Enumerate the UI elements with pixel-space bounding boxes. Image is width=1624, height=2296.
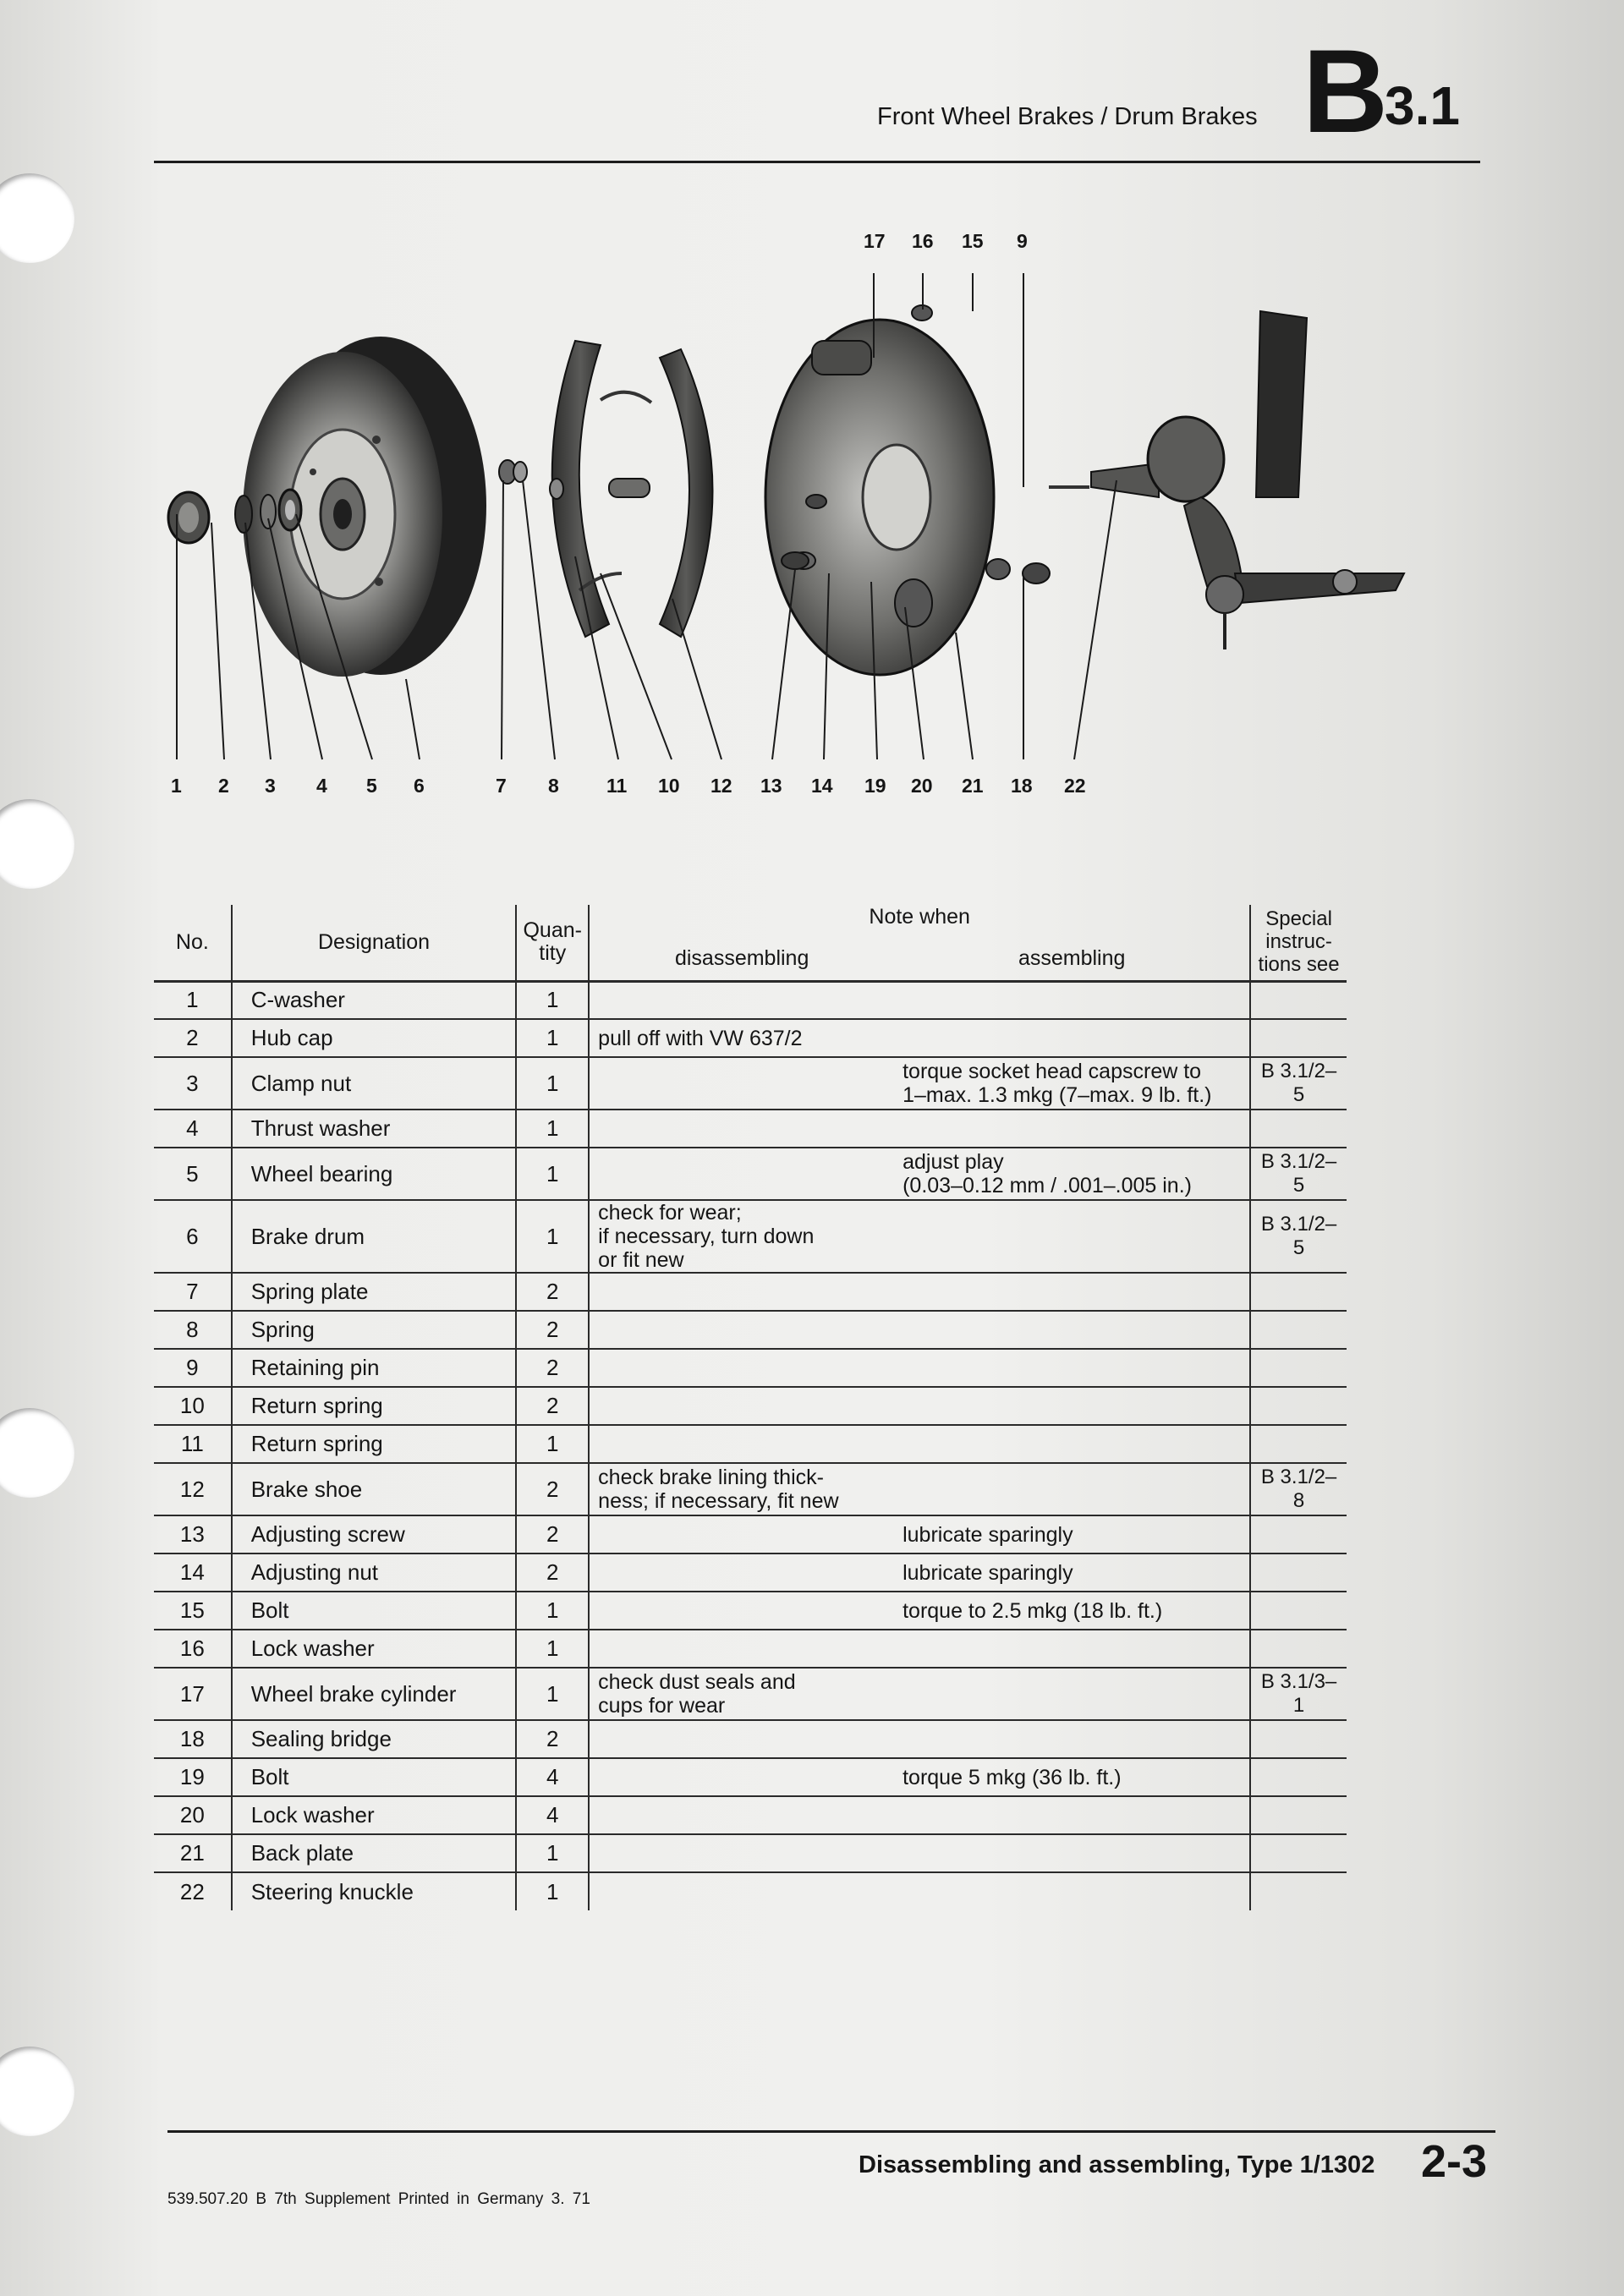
cell-special: B 3.1/3–1: [1250, 1668, 1347, 1720]
cell-no: 6: [154, 1200, 232, 1273]
cell-designation: Spring: [232, 1311, 517, 1349]
cell-special: [1250, 1425, 1347, 1463]
header-assembling: assembling: [1018, 945, 1126, 970]
cell-disassembling: [589, 1720, 894, 1758]
cell-quantity: 2: [516, 1553, 589, 1592]
cell-disassembling: [589, 1834, 894, 1872]
cell-assembling: [894, 1311, 1250, 1349]
cell-disassembling: check dust seals and cups for wear: [589, 1668, 894, 1720]
cell-special: [1250, 981, 1347, 1019]
cell-quantity: 2: [516, 1349, 589, 1387]
cell-special: B 3.1/2–5: [1250, 1148, 1347, 1200]
table-body: [154, 981, 1347, 1910]
cell-special: [1250, 1110, 1347, 1148]
cell-quantity: 1: [516, 1110, 589, 1148]
back-plate-drawing: [765, 305, 994, 675]
cell-no: 17: [154, 1668, 232, 1720]
cell-assembling: torque 5 mkg (36 lb. ft.): [894, 1758, 1250, 1796]
table-row: [154, 1630, 1347, 1668]
cell-designation: Adjusting nut: [232, 1553, 517, 1592]
figure-label: 11: [606, 775, 628, 797]
cell-special: [1250, 1592, 1347, 1630]
parts-table: [154, 905, 1347, 1910]
cell-quantity: 1: [516, 1057, 589, 1110]
cell-disassembling: [589, 981, 894, 1019]
header-disassembling: disassembling: [674, 945, 809, 970]
cell-special: [1250, 1515, 1347, 1553]
cell-quantity: 2: [516, 1387, 589, 1425]
cell-disassembling: [589, 1758, 894, 1796]
cell-designation: Wheel brake cylinder: [232, 1668, 517, 1720]
cell-assembling: [894, 1349, 1250, 1387]
table-row: [154, 1387, 1347, 1425]
footer-rule: [167, 2130, 1495, 2133]
cell-assembling: [894, 1796, 1250, 1834]
cell-designation: Steering knuckle: [232, 1872, 517, 1910]
figure-label: 2: [218, 775, 229, 797]
steering-knuckle-drawing: [1091, 311, 1404, 649]
cell-no: 20: [154, 1796, 232, 1834]
table-row: [154, 981, 1347, 1019]
cell-no: 9: [154, 1349, 232, 1387]
cell-no: 12: [154, 1463, 232, 1515]
footer-code: 539.507.20 B 7th Supplement Printed in Germany 3. 71: [167, 2190, 590, 2208]
cell-disassembling: pull off with VW 637/2: [589, 1019, 894, 1057]
table-row: [154, 1796, 1347, 1834]
cell-disassembling: [589, 1872, 894, 1910]
header-special: Special instruc- tions see: [1250, 905, 1347, 981]
cell-no: 1: [154, 981, 232, 1019]
cell-disassembling: [589, 1148, 894, 1200]
table-row: [154, 1057, 1347, 1110]
figure-label: 1: [171, 775, 182, 797]
cell-disassembling: [589, 1273, 894, 1311]
cell-special: [1250, 1019, 1347, 1057]
figure-label: 4: [316, 775, 327, 797]
cell-assembling: [894, 1720, 1250, 1758]
cell-designation: Bolt: [232, 1592, 517, 1630]
table-header-row: [154, 905, 1347, 981]
table-row: [154, 1592, 1347, 1630]
figure-label: 18: [1011, 775, 1033, 797]
cell-assembling: [894, 981, 1250, 1019]
cell-quantity: 1: [516, 1872, 589, 1910]
table-row: [154, 1019, 1347, 1057]
cell-designation: Return spring: [232, 1425, 517, 1463]
cell-special: [1250, 1387, 1347, 1425]
cell-quantity: 2: [516, 1463, 589, 1515]
figure-label: 3: [265, 775, 276, 797]
cell-quantity: 1: [516, 1834, 589, 1872]
table-row: [154, 1872, 1347, 1910]
figure-label: 10: [658, 775, 680, 797]
cell-quantity: 1: [516, 1592, 589, 1630]
header-note-when-label: Note when: [869, 905, 970, 929]
cell-quantity: 1: [516, 981, 589, 1019]
figure-label: 17: [864, 230, 886, 252]
cell-disassembling: [589, 1349, 894, 1387]
cell-designation: C-washer: [232, 981, 517, 1019]
cell-special: B 3.1/2–5: [1250, 1057, 1347, 1110]
cell-designation: Hub cap: [232, 1019, 517, 1057]
header-note-when: [589, 905, 1250, 981]
cell-designation: Lock washer: [232, 1630, 517, 1668]
cell-designation: Clamp nut: [232, 1057, 517, 1110]
cell-special: [1250, 1796, 1347, 1834]
cell-no: 7: [154, 1273, 232, 1311]
cell-special: [1250, 1553, 1347, 1592]
figure-label: 20: [911, 775, 933, 797]
table-row: [154, 1463, 1347, 1515]
cell-special: [1250, 1758, 1347, 1796]
cell-special: [1250, 1273, 1347, 1311]
table-row: [154, 1720, 1347, 1758]
cell-assembling: [894, 1463, 1250, 1515]
cell-designation: Brake drum: [232, 1200, 517, 1273]
cell-no: 10: [154, 1387, 232, 1425]
cell-designation: Return spring: [232, 1387, 517, 1425]
cell-disassembling: [589, 1515, 894, 1553]
header-no: No.: [154, 905, 232, 981]
cell-special: [1250, 1349, 1347, 1387]
cell-assembling: torque to 2.5 mkg (18 lb. ft.): [894, 1592, 1250, 1630]
cell-no: 2: [154, 1019, 232, 1057]
cell-assembling: torque socket head capscrew to 1–max. 1.3 mkg (7–max. 9 lb. ft.): [894, 1057, 1250, 1110]
cell-special: [1250, 1872, 1347, 1910]
header-designation: Designation: [232, 905, 517, 981]
cell-assembling: adjust play (0.03–0.12 mm / .001–.005 in.): [894, 1148, 1250, 1200]
table-row: [154, 1311, 1347, 1349]
cell-no: 14: [154, 1553, 232, 1592]
cell-assembling: lubricate sparingly: [894, 1515, 1250, 1553]
cell-assembling: [894, 1200, 1250, 1273]
brake-shoes-drawing: [499, 341, 713, 637]
cell-special: B 3.1/2–8: [1250, 1463, 1347, 1515]
figure-label: 16: [912, 230, 934, 252]
cell-special: [1250, 1311, 1347, 1349]
figure-label: 8: [548, 775, 559, 797]
cell-no: 16: [154, 1630, 232, 1668]
cell-no: 11: [154, 1425, 232, 1463]
table-row: [154, 1273, 1347, 1311]
cell-quantity: 2: [516, 1515, 589, 1553]
cell-quantity: 1: [516, 1668, 589, 1720]
header-rule: [154, 161, 1480, 163]
cell-disassembling: check for wear; if necessary, turn down or fit new: [589, 1200, 894, 1273]
table-row: [154, 1834, 1347, 1872]
cell-disassembling: [589, 1630, 894, 1668]
cell-quantity: 2: [516, 1720, 589, 1758]
cell-assembling: [894, 1387, 1250, 1425]
cell-no: 15: [154, 1592, 232, 1630]
cell-designation: Thrust washer: [232, 1110, 517, 1148]
figure-label: 5: [366, 775, 377, 797]
cell-disassembling: [589, 1311, 894, 1349]
cell-assembling: [894, 1630, 1250, 1668]
cell-assembling: [894, 1019, 1250, 1057]
cell-quantity: 1: [516, 1425, 589, 1463]
figure-label: 19: [864, 775, 886, 797]
cell-assembling: [894, 1273, 1250, 1311]
figure-label: 6: [414, 775, 425, 797]
cell-disassembling: [589, 1592, 894, 1630]
cell-special: B 3.1/2–5: [1250, 1200, 1347, 1273]
cell-designation: Back plate: [232, 1834, 517, 1872]
cell-designation: Spring plate: [232, 1273, 517, 1311]
figure-label: 15: [962, 230, 984, 252]
cell-quantity: 4: [516, 1758, 589, 1796]
cell-designation: Retaining pin: [232, 1349, 517, 1387]
table-row: [154, 1200, 1347, 1273]
cell-special: [1250, 1834, 1347, 1872]
cell-disassembling: [589, 1796, 894, 1834]
cell-designation: Wheel bearing: [232, 1148, 517, 1200]
table-row: [154, 1668, 1347, 1720]
cell-no: 8: [154, 1311, 232, 1349]
cell-designation: Bolt: [232, 1758, 517, 1796]
cell-disassembling: [589, 1387, 894, 1425]
cell-assembling: [894, 1668, 1250, 1720]
cell-quantity: 1: [516, 1148, 589, 1200]
cell-no: 19: [154, 1758, 232, 1796]
cell-disassembling: [589, 1425, 894, 1463]
figure-label: 14: [811, 775, 833, 797]
cell-quantity: 2: [516, 1273, 589, 1311]
cell-quantity: 2: [516, 1311, 589, 1349]
cell-disassembling: [589, 1110, 894, 1148]
cell-quantity: 1: [516, 1019, 589, 1057]
cell-assembling: [894, 1834, 1250, 1872]
table-row: [154, 1758, 1347, 1796]
cell-assembling: [894, 1425, 1250, 1463]
cell-no: 5: [154, 1148, 232, 1200]
table-row: [154, 1553, 1347, 1592]
table-row: [154, 1515, 1347, 1553]
table-row: [154, 1425, 1347, 1463]
cell-special: [1250, 1630, 1347, 1668]
figure-label: 21: [962, 775, 984, 797]
cell-disassembling: check brake lining thick- ness; if necessary, fit new: [589, 1463, 894, 1515]
brake-exploded-illustration: [152, 218, 1455, 810]
cell-no: 18: [154, 1720, 232, 1758]
cell-designation: Brake shoe: [232, 1463, 517, 1515]
cell-no: 4: [154, 1110, 232, 1148]
figure-label: 13: [760, 775, 782, 797]
cell-no: 3: [154, 1057, 232, 1110]
table-row: [154, 1110, 1347, 1148]
cell-quantity: 4: [516, 1796, 589, 1834]
cell-quantity: 1: [516, 1200, 589, 1273]
table-row: [154, 1349, 1347, 1387]
footer-title: Disassembling and assembling, Type 1/1302: [859, 2151, 1375, 2178]
table-row: [154, 1148, 1347, 1200]
figure-label: 9: [1017, 230, 1028, 252]
cell-no: 13: [154, 1515, 232, 1553]
exploded-view-figure: [152, 218, 1455, 810]
cell-disassembling: [589, 1553, 894, 1592]
page-header-title: Front Wheel Brakes / Drum Brakes: [877, 103, 1258, 130]
figure-label: 12: [710, 775, 732, 797]
cell-quantity: 1: [516, 1630, 589, 1668]
section-letter: B: [1303, 25, 1385, 157]
page-number: 2-3: [1421, 2136, 1488, 2187]
figure-label: 22: [1064, 775, 1086, 797]
cell-special: [1250, 1720, 1347, 1758]
section-number: 3.1: [1385, 75, 1460, 136]
cell-designation: Sealing bridge: [232, 1720, 517, 1758]
cell-assembling: [894, 1872, 1250, 1910]
cell-designation: Adjusting screw: [232, 1515, 517, 1553]
cell-no: 22: [179, 1878, 205, 1904]
figure-label: 7: [496, 775, 507, 797]
cell-disassembling: [589, 1057, 894, 1110]
cell-assembling: lubricate sparingly: [894, 1553, 1250, 1592]
header-quantity: Quan- tity: [516, 905, 589, 981]
cell-assembling: [894, 1110, 1250, 1148]
cell-designation: Lock washer: [232, 1796, 517, 1834]
cell-no: 21: [154, 1834, 232, 1872]
